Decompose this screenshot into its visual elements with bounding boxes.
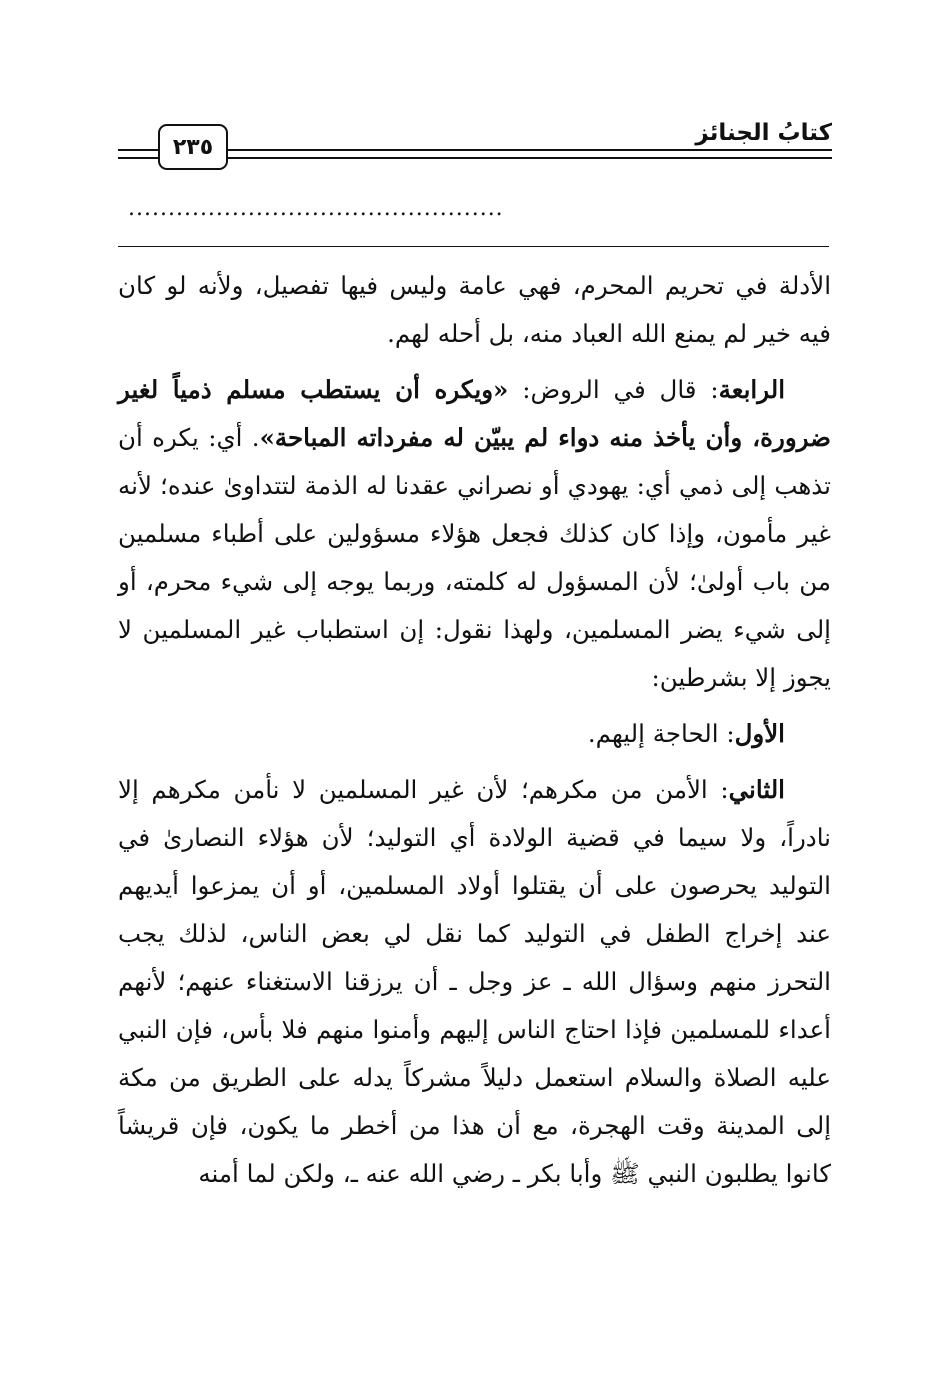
paragraph-continuation (118, 262, 831, 358)
paragraph-second-condition (118, 766, 831, 1198)
page-number: ٢٣٥ (158, 124, 228, 170)
quoted-text: «ويكره أن يستطب مسلم ذمياً لغير ضرورة، وأن يأخذ منه دواء لم يبيّن له مفرداته المباحة» (118, 375, 831, 452)
section-term: الرابعة (718, 375, 786, 404)
section-term: الثاني (728, 775, 785, 804)
paragraph-text: الحاجة إليهم. (587, 719, 719, 748)
page-header (118, 118, 832, 170)
header-rule-left (118, 149, 158, 159)
paragraph-text: الأمن من مكرهم؛ لأن غير المسلمين لا نأمن مكرهم إلا نادراً، ولا سيما في قضية الولادة أي التوليد؛ لأن هؤلاء النصارىٰ في التوليد يحرصون على أن يقتلوا أولاد المسلمين، أو أن يمزعوا أيديهم عند إخراج الطفل في التوليد كما نقل لي بعض الناس، لذلك يجب التحرز منهم وسؤال الله ـ عز وجل ـ أن يرزقنا الاستغناء عنهم؛ لأنهم أعداء للمسلمين فإذا احتاج الناس إليهم وأمنوا منهم فلا بأس، فإن النبي عليه الصلاة والسلام استعمل دليلاً مشركاً يدله على الطريق من مكة إلى المدينة وقت الهجرة، مع أن هذا من أخطر ما يكون، فإن قريشاً كانوا يطلبون النبي ﷺ وأبا بكر ـ رضي الله عنه ـ، ولكن لما أمنه (118, 775, 831, 1188)
section-term: الأول (734, 719, 785, 748)
header-rule-right (228, 149, 832, 159)
separator-line (118, 246, 829, 247)
term-colon: : (696, 375, 719, 404)
body-text (118, 262, 831, 1198)
paragraph-text: الأدلة في تحريم المحرم، فهي عامة وليس فيها تفصيل، ولأنه لو كان فيه خير لم يمنع الله العباد منه، بل أحله لهم. (118, 271, 831, 348)
paragraph-fourth (118, 366, 831, 702)
paragraph-first-condition (118, 710, 831, 758)
term-colon: : (718, 719, 735, 748)
paragraph-lead: قال في الروض: (508, 375, 697, 404)
running-title: كتابُ الجنائز (695, 120, 832, 146)
paragraph-text: . أي: يكره أن تذهب إلى ذمي أي: يهودي أو نصراني عقدنا له الذمة لتتداوىٰ عنده؛ لأنه غير مأمون، وإذا كان كذلك فجعل هؤلاء مسؤولين على أطباء مسلمين من باب أولىٰ؛ لأن المسؤول له كلمته، وربما يوجه إلى شيء محرم، أو إلى شيء يضر المسلمين، ولهذا نقول: إن استطباب غير المسلمين لا يجوز إلا بشرطين: (118, 423, 831, 692)
footnote-continuation-dots: ............................................... (128, 196, 504, 221)
term-colon: : (707, 775, 729, 804)
